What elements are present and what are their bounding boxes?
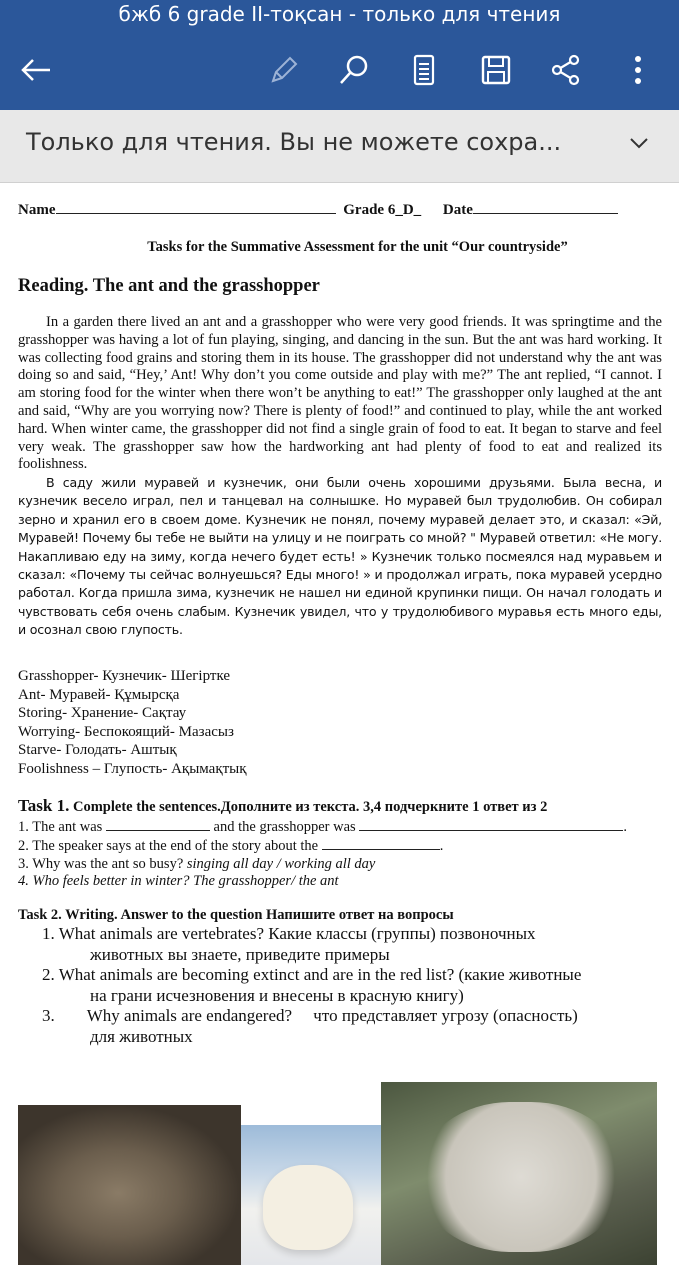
vocab-item: Foolishness – Глупость- Ақымақтық bbox=[18, 760, 247, 777]
share-icon[interactable] bbox=[548, 52, 584, 88]
reading-view-icon[interactable] bbox=[406, 52, 442, 88]
grade-label: Grade 6_D_ bbox=[343, 202, 422, 218]
vocab-item: Grasshopper- Кузнечик- Шегіртке bbox=[18, 668, 231, 684]
date-blank bbox=[473, 200, 618, 214]
answer-blank bbox=[322, 836, 440, 850]
app-toolbar bbox=[0, 0, 679, 110]
save-icon[interactable] bbox=[478, 52, 514, 88]
polar-bear-photo bbox=[241, 1125, 381, 1265]
task-1-label: Task 1. bbox=[18, 796, 70, 815]
vocab-item: Storing- Хранение- Сақтау bbox=[18, 705, 187, 721]
vocab-item: Ant- Муравей- Құмырсқа bbox=[18, 686, 180, 703]
chevron-down-icon[interactable] bbox=[629, 136, 649, 150]
answer-blank bbox=[359, 817, 623, 831]
english-text: In a garden there lived an ant and a grasshopper who were very good friends. It was springtime and the grasshopper was having a lot of fun playing, singing, and dancing in the sun. But the ant was hard working. It was collecting food grains and storing them in its house. The grasshopper did not understand why the ant was doing so and said, “Hey,’ Ant! Why don’t you come outside and play with me?” The ant replied, “I cannot. I am storing food for the winter when there won’t be anything to eat!” The grasshopper only laughed at the ant and said, “Why are you worrying now? There is plenty of food!” and continued to play, while the ant worked hard. When winter came, the grasshopper did not find a single grain of food to eat. It began to starve and feel very weak. The grasshopper saw how the hardworking ant had plenty of food to eat and realized its foolishness. bbox=[18, 314, 662, 473]
item-number: 1. bbox=[42, 924, 55, 943]
item-number: 2. bbox=[42, 965, 55, 984]
question-1a: 1. The ant was bbox=[18, 818, 103, 835]
reading-title: Reading. The ant and the grasshopper bbox=[18, 276, 320, 296]
question-2: 2. The speaker says at the end of the story about the bbox=[18, 838, 319, 854]
task-1-heading: Complete the sentences.Дополните из текста. 3,4 подчеркните 1 ответ из 2 bbox=[72, 799, 548, 815]
answer-blank bbox=[106, 817, 210, 831]
date-label: Date bbox=[442, 202, 473, 218]
question-text: What animals are becoming extinct and are in the red list? (какие животные bbox=[58, 965, 582, 984]
vocab-item: Worrying- Беспокоящий- Мазасыз bbox=[18, 723, 234, 740]
snow-leopard-photo bbox=[381, 1082, 657, 1265]
task-1: Task 1. Complete the sentences.Дополните из текста. 3,4 подчеркните 1 ответ из 2 1. The ant was and the grasshopper was . 2. The speaker says at the end of the story about the . 3. Why was the ant so busy? singing all day / working all day 4. Who feels better in winter? The grasshopper/ the ant bbox=[18, 797, 668, 891]
task-2 bbox=[18, 906, 668, 1047]
item-number: 3. bbox=[42, 1006, 55, 1025]
question-text: What animals are vertebrates? Какие классы (группы) позвоночных bbox=[58, 924, 536, 943]
name-field-row bbox=[18, 200, 618, 219]
search-icon[interactable] bbox=[336, 52, 372, 88]
more-icon[interactable] bbox=[620, 52, 656, 88]
document-page bbox=[0, 183, 679, 1280]
question-text: Why animals are endangered? что представляет угрозу (опасность) bbox=[86, 1006, 578, 1025]
vocabulary-list bbox=[18, 667, 247, 778]
read-only-banner[interactable] bbox=[0, 110, 679, 183]
read-only-message: Только для чтения. Вы не можете сохра... bbox=[26, 128, 562, 156]
question-4: 4. Who feels better in winter? The grasshopper/ the ant bbox=[18, 873, 339, 889]
name-label: Name bbox=[18, 202, 56, 218]
question-1b: and the grasshopper was bbox=[213, 818, 356, 835]
task-2-heading: Task 2. Writing. Answer to the question Напишите ответ на вопросы bbox=[18, 907, 454, 923]
back-arrow-icon[interactable] bbox=[18, 52, 54, 88]
question-3-options: singing all day / working all day bbox=[186, 855, 376, 872]
manul-cat-photo bbox=[18, 1105, 241, 1265]
vocab-item: Starve- Голодать- Аштық bbox=[18, 742, 177, 758]
question-text: на грани исчезновения и внесены в красную книгу) bbox=[90, 985, 464, 1005]
question-text: животных вы знаете, приведите примеры bbox=[90, 944, 390, 964]
name-blank bbox=[56, 200, 336, 214]
question-text: для животных bbox=[90, 1026, 193, 1046]
document-title: бжб 6 grade II-тоқсан - только для чтения bbox=[118, 2, 561, 26]
pencil-icon[interactable] bbox=[266, 52, 302, 88]
question-3: 3. Why was the ant so busy? bbox=[18, 855, 184, 872]
subtitle: Tasks for the Summative Assessment for the unit “Our countryside” bbox=[147, 239, 568, 255]
russian-text: В саду жили муравей и кузнечик, они были очень хорошими друзьями. Была весна, и кузнечик весело играл, пел и танцевал на солнышке. Но муравей был трудолюбив. Он собирал зерно и хранил его в своем доме. Кузнечик не понял, почему муравей делает это, и сказал: «Эй, Муравей! Почему бы тебе не выйти на улицу и не поиграть со мной? " Муравей ответил: «Не могу. Накапливаю еду на зиму, когда нечего будет есть! » Кузнечик только посмеялся над муравьем и сказал: «Почему ты сейчас волнуешься? Еды много! » и продолжал играть, пока муравей усердно работал. Когда пришла зима, кузнечик не нашел ни единой крупинки пищи. Он начал голодать и чувствовать себя очень слабым. Кузнечик увидел, что у трудолюбивого муравья есть много еды, и осознал свою глупость. bbox=[18, 475, 662, 638]
